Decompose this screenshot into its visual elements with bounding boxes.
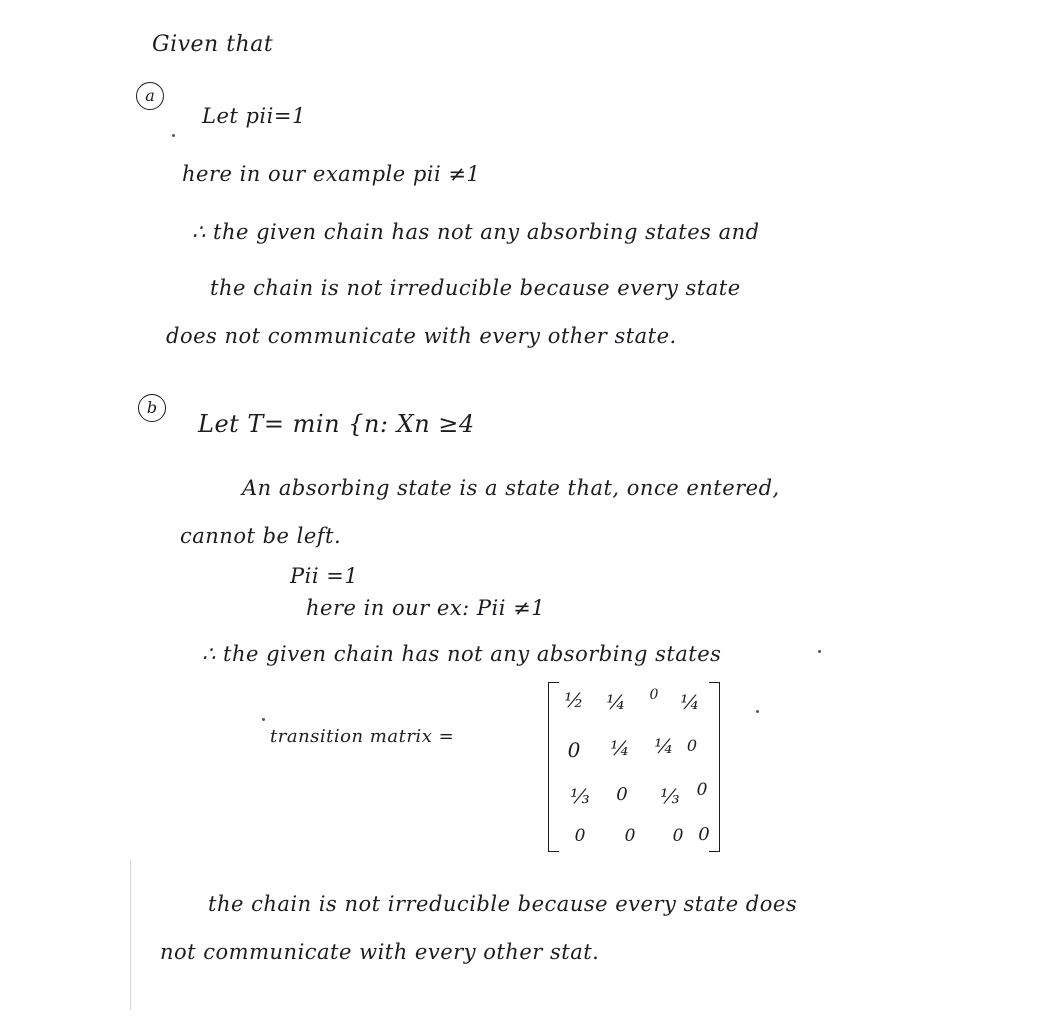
- matrix-cell: 0: [649, 687, 659, 703]
- matrix-label: transition matrix =: [270, 726, 455, 747]
- part-b-line-1: Let T= min {n: Xn ≥4: [198, 410, 475, 438]
- stray-dot: [172, 134, 175, 137]
- matrix-cell: ½: [564, 688, 584, 712]
- part-b-line-2: An absorbing state is a state that, once entered,: [242, 476, 780, 500]
- stray-dot: [818, 650, 821, 653]
- part-a-line-4: the chain is not irreducible because every state: [210, 276, 741, 300]
- page-edge-line: [130, 860, 131, 1010]
- matrix-cell: 0: [616, 784, 628, 805]
- matrix-cell: 0: [574, 826, 586, 846]
- matrix-cell: 0: [696, 780, 708, 800]
- stray-dot: [262, 718, 265, 721]
- part-b-line-5: here in our ex: Pii ≠1: [306, 596, 546, 620]
- part-a-line-5: does not communicate with every other state.: [166, 324, 677, 348]
- matrix-cell: ⅓: [660, 784, 680, 808]
- stray-dot: [756, 710, 759, 713]
- matrix-cell: 0: [686, 736, 698, 755]
- matrix-cell: 0: [698, 824, 710, 845]
- matrix-cell: ⅓: [570, 784, 590, 808]
- part-a-marker: a: [136, 82, 164, 110]
- matrix-cell: ¼: [610, 736, 630, 760]
- conclusion-line-1: the chain is not irreducible because every state does: [208, 892, 798, 916]
- matrix-cell: ¼: [606, 690, 626, 714]
- part-b-marker: b: [138, 394, 166, 422]
- part-b-line-4: Pii =1: [290, 564, 359, 588]
- matrix-cell: 0: [624, 826, 636, 846]
- part-a-line-1: Let pii=1: [202, 104, 306, 128]
- transition-matrix: [548, 682, 720, 852]
- part-b-line-6: ∴ the given chain has not any absorbing states: [202, 642, 722, 666]
- part-a-line-3: ∴ the given chain has not any absorbing states and: [192, 220, 760, 244]
- matrix-cell: ¼: [654, 734, 674, 758]
- part-b-line-3: cannot be left.: [180, 524, 342, 548]
- matrix-cell: ¼: [680, 690, 700, 714]
- conclusion-line-2: not communicate with every other stat.: [160, 940, 600, 964]
- part-a-line-2: here in our example pii ≠1: [182, 162, 481, 186]
- heading: Given that: [152, 32, 274, 57]
- matrix-cell: 0: [672, 826, 684, 846]
- matrix-cell: 0: [567, 738, 581, 762]
